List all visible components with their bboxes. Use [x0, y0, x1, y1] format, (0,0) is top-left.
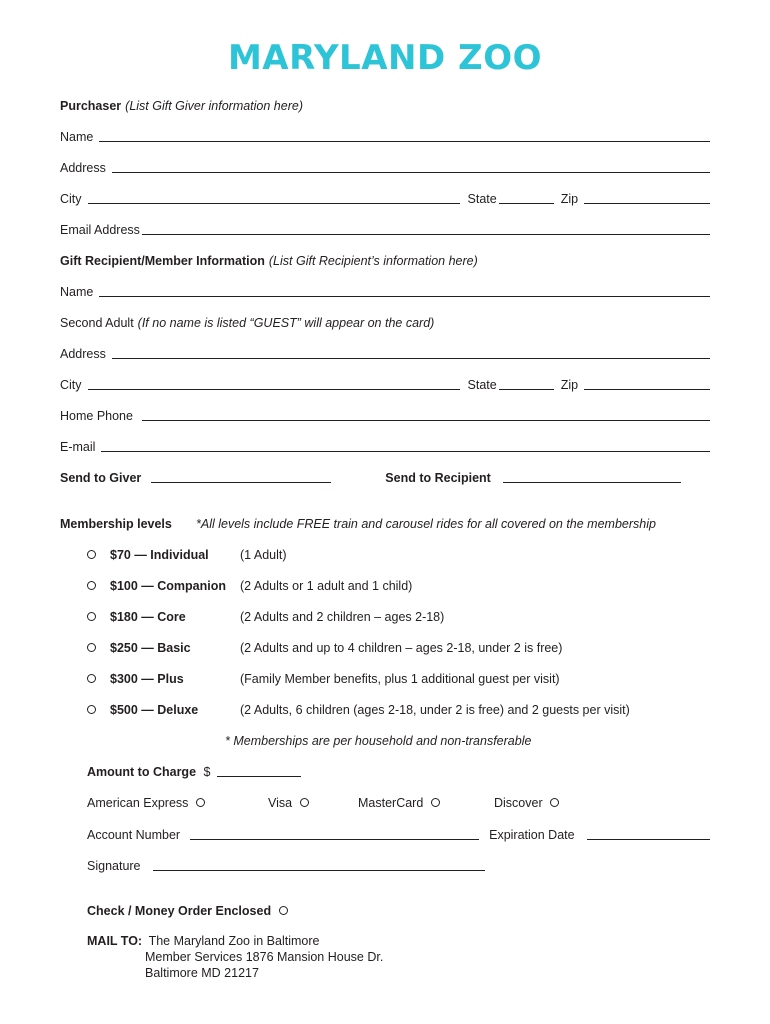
mail-to-label: MAIL TO:: [87, 934, 143, 948]
radio-icon[interactable]: [87, 640, 96, 656]
option-description: (1 Adult): [240, 548, 287, 562]
purchaser-city-field[interactable]: [88, 203, 460, 204]
radio-icon[interactable]: [550, 798, 559, 807]
purchaser-state-field[interactable]: [499, 203, 554, 204]
option-price: $300 — Plus: [110, 672, 184, 686]
purchaser-address-row: [60, 158, 710, 176]
recipient-email-row: [60, 437, 710, 455]
card-amex[interactable]: [87, 795, 205, 811]
recipient-zip-field[interactable]: [584, 389, 710, 390]
mail-to-line-2: Member Services 1876 Mansion House Dr.: [145, 950, 384, 964]
purchaser-city-row: [60, 189, 710, 207]
recipient-address-label: Address: [60, 347, 106, 361]
recipient-city-label: City: [60, 378, 82, 392]
purchaser-email-label: Email Address: [60, 223, 140, 237]
second-adult-row: [60, 313, 710, 331]
purchaser-email-field[interactable]: [142, 234, 710, 235]
recipient-heading: [60, 251, 710, 269]
send-to-recipient-field[interactable]: [503, 482, 681, 483]
option-description: (2 Adults and 2 children – ages 2-18): [240, 610, 445, 624]
card-label: Discover: [494, 796, 543, 810]
purchaser-zip-label: Zip: [560, 192, 579, 206]
option-description: (2 Adults, 6 children (ages 2-18, under 2 is free) and 2 guests per visit): [240, 703, 630, 717]
account-number-field[interactable]: [190, 839, 479, 840]
purchaser-heading: [60, 96, 710, 114]
membership-footnote: * Memberships are per household and non-transferable: [225, 734, 532, 748]
membership-note: *All levels include FREE train and carousel rides for all covered on the membership: [196, 517, 656, 531]
signature-row: [87, 856, 485, 874]
option-price: $180 — Core: [110, 610, 186, 624]
radio-icon[interactable]: [87, 547, 96, 563]
signature-field[interactable]: [153, 870, 485, 871]
purchaser-zip-field[interactable]: [584, 203, 710, 204]
recipient-email-field[interactable]: [101, 451, 710, 452]
option-description: (2 Adults and up to 4 children – ages 2-18, under 2 is free): [240, 641, 563, 655]
check-label: Check / Money Order Enclosed: [87, 904, 272, 918]
recipient-city-field[interactable]: [88, 389, 460, 390]
option-description: (Family Member benefits, plus 1 additional guest per visit): [240, 672, 560, 686]
account-number-label: Account Number: [87, 828, 181, 842]
expiration-date-field[interactable]: [587, 839, 710, 840]
send-to-giver-field[interactable]: [151, 482, 331, 483]
radio-icon[interactable]: [87, 671, 96, 687]
logo-text: MARYLAND ZOO: [227, 38, 543, 78]
recipient-heading-label: Gift Recipient/Member Information: [60, 254, 265, 268]
radio-icon[interactable]: [196, 798, 205, 807]
option-price: $100 — Companion: [110, 579, 226, 593]
recipient-heading-note: (List Gift Recipient’s information here): [268, 254, 478, 268]
option-price: $500 — Deluxe: [110, 703, 199, 717]
purchaser-state-label: State: [467, 192, 497, 206]
send-to-recipient-label: Send to Recipient: [385, 471, 491, 485]
radio-icon[interactable]: [87, 702, 96, 718]
radio-icon[interactable]: [87, 609, 96, 625]
purchaser-heading-label: Purchaser: [60, 99, 122, 113]
card-mastercard[interactable]: [358, 795, 440, 811]
purchaser-name-label: Name: [60, 130, 94, 144]
purchaser-address-field[interactable]: [112, 172, 710, 173]
membership-heading: Membership levels: [60, 517, 172, 531]
radio-icon[interactable]: [431, 798, 440, 807]
check-row[interactable]: [87, 903, 288, 919]
radio-icon[interactable]: [300, 798, 309, 807]
signature-label: Signature: [87, 859, 141, 873]
option-price: $70 — Individual: [110, 548, 209, 562]
send-to-row: [60, 468, 710, 486]
recipient-state-label: State: [467, 378, 497, 392]
purchaser-address-label: Address: [60, 161, 106, 175]
recipient-address-row: [60, 344, 710, 362]
purchaser-name-field[interactable]: [99, 141, 710, 142]
mail-to-line-3: Baltimore MD 21217: [145, 966, 259, 980]
recipient-email-label: E-mail: [60, 440, 96, 454]
mail-to-line-1: The Maryland Zoo in Baltimore: [148, 934, 320, 948]
purchaser-city-label: City: [60, 192, 82, 206]
home-phone-field[interactable]: [142, 420, 710, 421]
option-description: (2 Adults or 1 adult and 1 child): [240, 579, 413, 593]
account-row: [87, 825, 710, 843]
home-phone-label: Home Phone: [60, 409, 133, 423]
recipient-name-field[interactable]: [99, 296, 710, 297]
recipient-state-field[interactable]: [499, 389, 554, 390]
send-to-giver-label: Send to Giver: [60, 471, 142, 485]
recipient-address-field[interactable]: [112, 358, 710, 359]
radio-icon[interactable]: [279, 906, 288, 915]
mail-to-block: [87, 933, 383, 981]
card-discover[interactable]: [494, 795, 559, 811]
amount-row: [87, 764, 301, 780]
amount-field[interactable]: [217, 766, 301, 777]
option-price: $250 — Basic: [110, 641, 191, 655]
second-adult-label: Second Adult: [60, 316, 134, 330]
purchaser-heading-note: (List Gift Giver information here): [125, 99, 303, 113]
recipient-name-row: [60, 282, 710, 300]
purchaser-name-row: [60, 127, 710, 145]
currency-symbol: $: [203, 765, 211, 779]
expiration-date-label: Expiration Date: [489, 828, 575, 842]
recipient-zip-label: Zip: [560, 378, 579, 392]
purchaser-email-row: [60, 220, 710, 238]
card-label: Visa: [268, 796, 293, 810]
card-visa[interactable]: [268, 795, 309, 811]
card-label: MasterCard: [358, 796, 424, 810]
recipient-phone-row: [60, 406, 710, 424]
card-label: American Express: [87, 796, 189, 810]
radio-icon[interactable]: [87, 578, 96, 594]
second-adult-note: (If no name is listed “GUEST” will appear on the card): [137, 316, 435, 330]
recipient-name-label: Name: [60, 285, 94, 299]
recipient-city-row: [60, 375, 710, 393]
maryland-zoo-logo: [0, 38, 770, 78]
amount-label: Amount to Charge: [87, 765, 197, 779]
